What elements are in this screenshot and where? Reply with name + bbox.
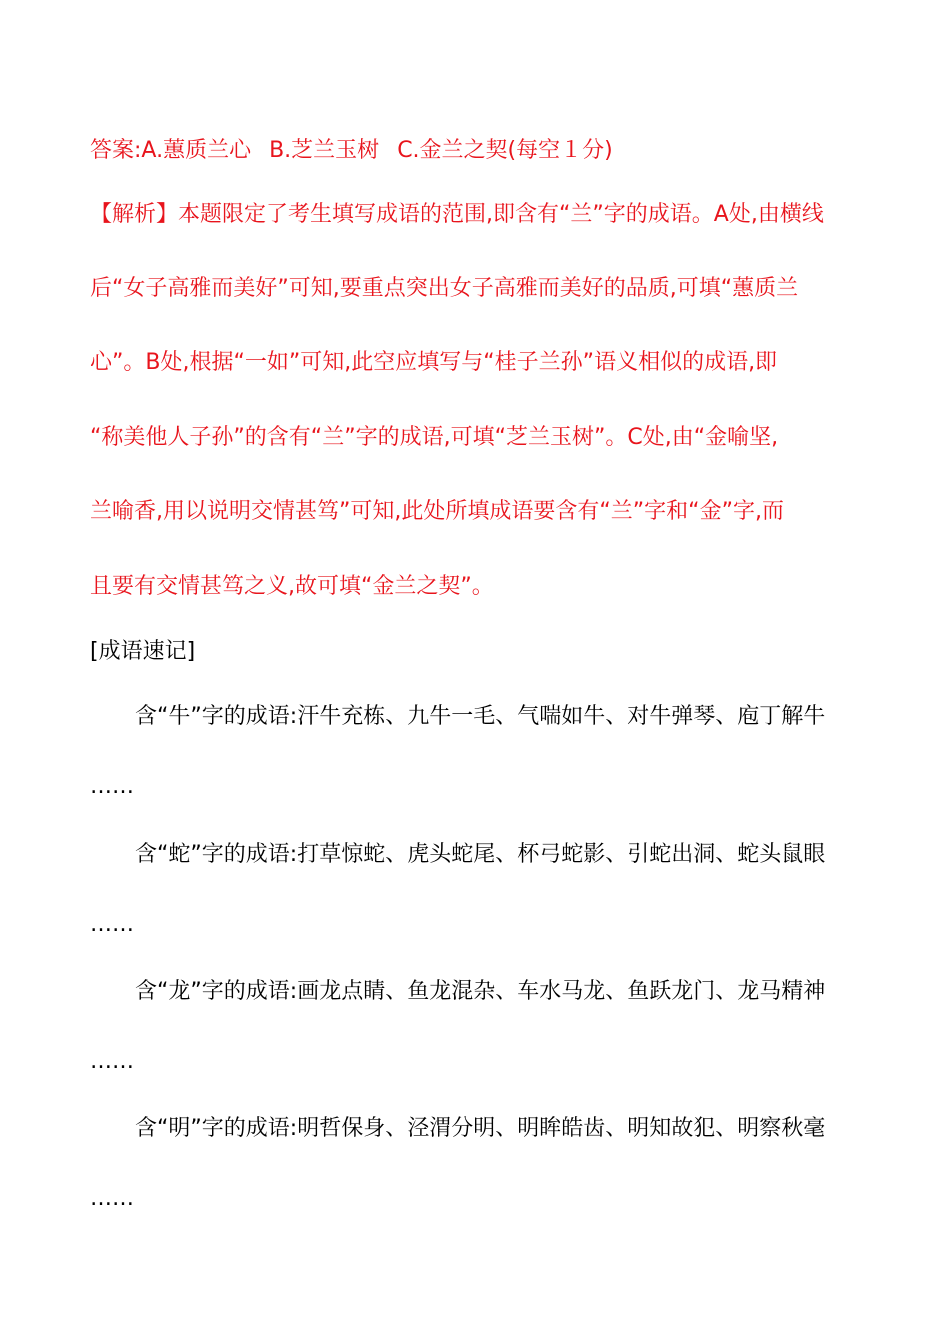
analysis-line-6: 且要有交情甚笃之义,故可填“金兰之契”。 [90, 574, 494, 599]
section-title: [成语速记] [90, 639, 196, 664]
idiom-ellipsis-niu: …… [90, 774, 134, 799]
idiom-line-she: 含“蛇”字的成语:打草惊蛇、虎头蛇尾、杯弓蛇影、引蛇出洞、蛇头鼠眼 [135, 842, 826, 867]
answer-item-a: A.蕙质兰心 [141, 138, 252, 163]
analysis-line-5: 兰喻香,用以说明交情甚笃”可知,此处所填成语要含有“兰”字和“金”字,而 [90, 499, 784, 524]
analysis-line-2: 后“女子高雅而美好”可知,要重点突出女子高雅而美好的品质,可填“蕙质兰 [90, 276, 799, 301]
idiom-ellipsis-she: …… [90, 912, 134, 937]
idiom-ellipsis-long: …… [90, 1049, 134, 1074]
analysis-line-3: 心”。B处,根据“一如”可知,此空应填写与“桂子兰孙”语义相似的成语,即 [90, 350, 778, 375]
idiom-line-niu: 含“牛”字的成语:汗牛充栋、九牛一毛、气喘如牛、对牛弹琴、庖丁解牛 [135, 704, 826, 729]
answer-item-b: B.芝兰玉树 [269, 138, 380, 163]
analysis-line-1: 【解析】本题限定了考生填写成语的范围,即含有“兰”字的成语。A处,由横线 [90, 202, 824, 227]
idiom-line-long: 含“龙”字的成语:画龙点睛、鱼龙混杂、车水马龙、鱼跃龙门、龙马精神 [135, 979, 826, 1004]
idiom-ellipsis-ming: …… [90, 1186, 134, 1211]
idiom-line-ming: 含“明”字的成语:明哲保身、泾渭分明、明眸皓齿、明知故犯、明察秋毫 [135, 1116, 826, 1141]
answer-item-c: C.金兰之契(每空１分) [397, 138, 613, 163]
analysis-line-4: “称美他人子孙”的含有“兰”字的成语,可填“芝兰玉树”。C处,由“金喻坚, [90, 425, 779, 450]
answer-prefix: 答案: [90, 138, 142, 163]
answer-line [90, 136, 865, 166]
